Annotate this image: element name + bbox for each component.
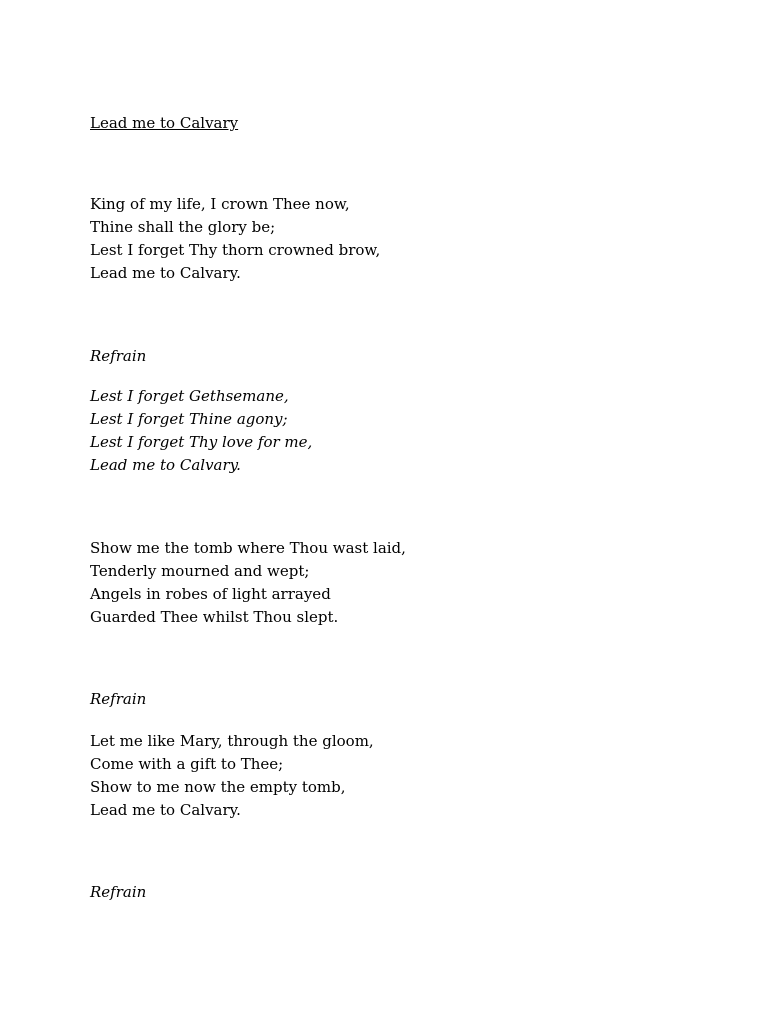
verse-line: Show to me now the empty tomb, [90, 778, 346, 796]
verse-line: Lead me to Calvary. [90, 801, 241, 819]
refrain-line: Lest I forget Thy love for me, [90, 433, 313, 451]
document-title: Lead me to Calvary [90, 114, 239, 132]
verse-line: Angels in robes of light arrayed [90, 585, 331, 603]
verse-line: Tenderly mourned and wept; [90, 562, 310, 580]
verse-3 [90, 730, 374, 822]
verse-line: Show me the tomb where Thou wast laid, [90, 539, 406, 557]
refrain-line: Lead me to Calvary. [90, 456, 241, 474]
refrain-line: Lest I forget Thine agony; [90, 410, 288, 428]
refrain-line: Lest I forget Gethsemane, [90, 387, 289, 405]
refrain-label: Refrain [90, 347, 147, 365]
refrain-label: Refrain [90, 690, 147, 708]
verse-line: Come with a gift to Thee; [90, 755, 284, 773]
verse-line: King of my life, I crown Thee now, [90, 195, 350, 213]
refrain-text [90, 385, 312, 477]
verse-line: Thine shall the glory be; [90, 218, 276, 236]
verse-1 [90, 193, 380, 285]
verse-line: Guarded Thee whilst Thou slept. [90, 608, 339, 626]
verse-line: Lead me to Calvary. [90, 264, 241, 282]
verse-line: Lest I forget Thy thorn crowned brow, [90, 241, 381, 259]
refrain-label: Refrain [90, 883, 147, 901]
verse-2 [90, 537, 406, 629]
verse-line: Let me like Mary, through the gloom, [90, 732, 374, 750]
